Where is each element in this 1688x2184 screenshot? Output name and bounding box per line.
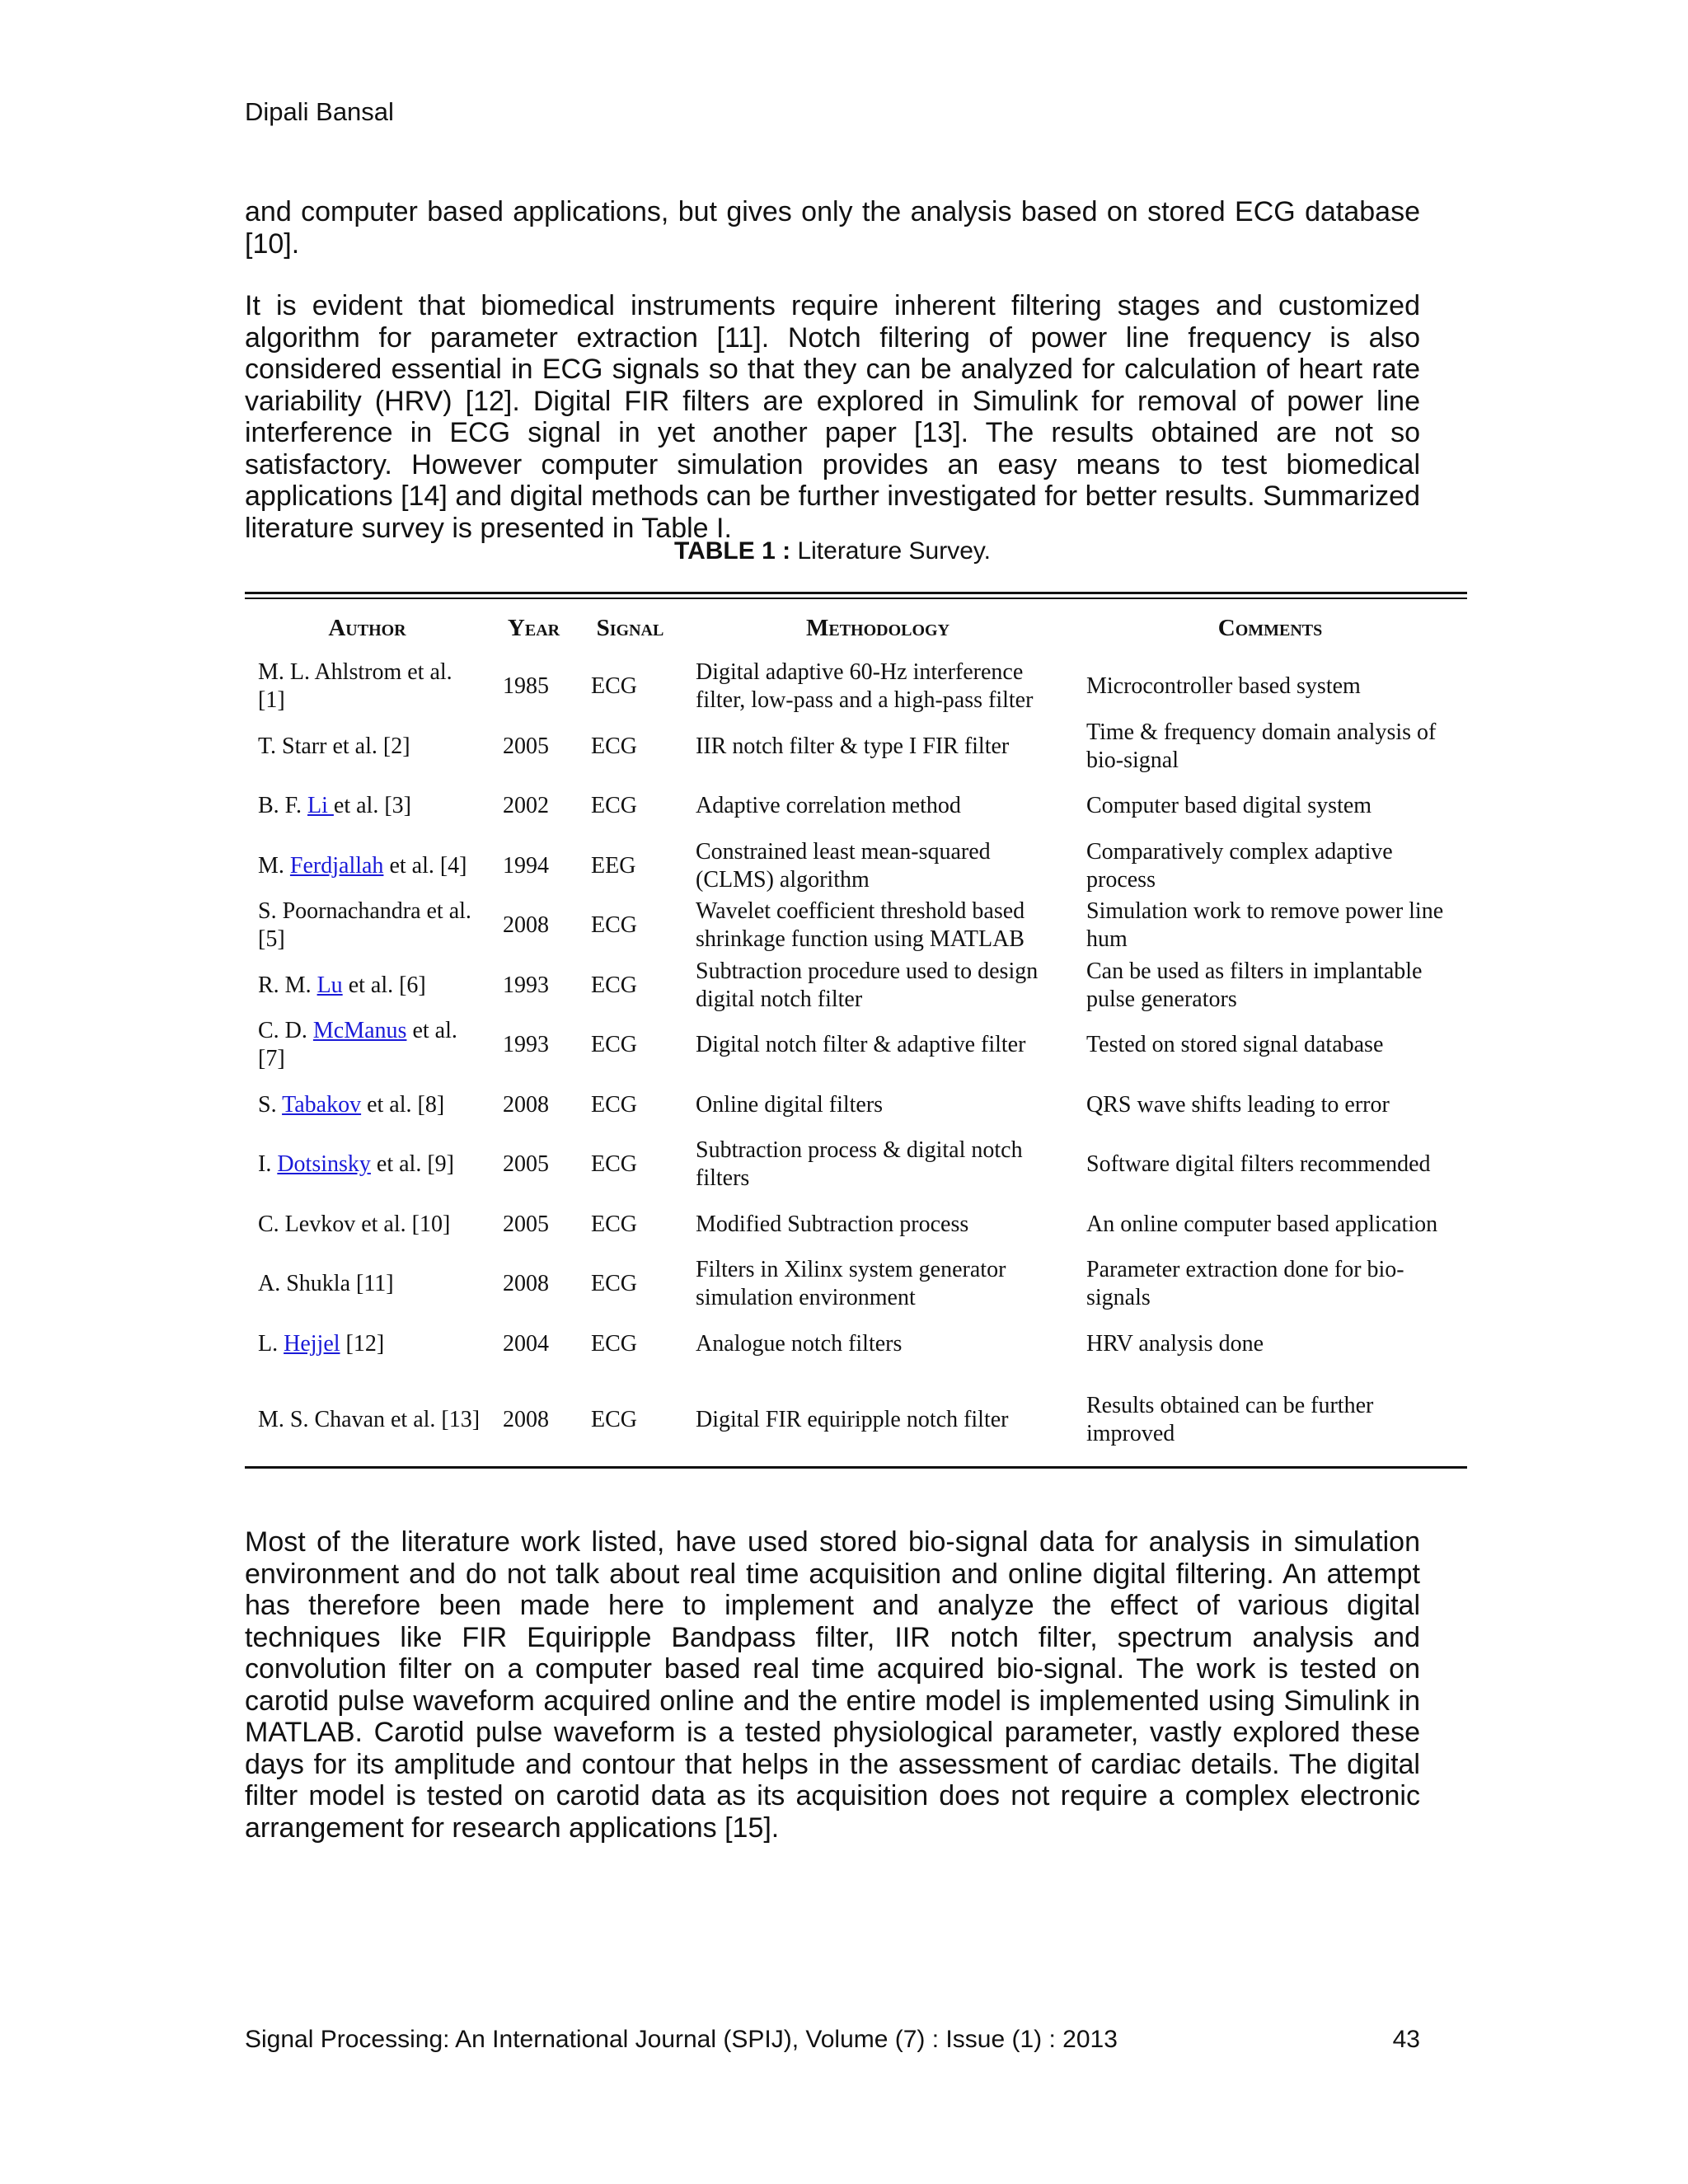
cell-author xyxy=(245,1076,490,1136)
table-bottom-rule xyxy=(245,1466,1467,1469)
cell-methodology: Digital notch filter & adaptive filter xyxy=(696,1032,1026,1058)
author-text-suffix: et al. [6] xyxy=(342,972,426,998)
cell-comments: Time & frequency domain analysis of bio-signal xyxy=(1086,719,1437,773)
author-link[interactable]: Lu xyxy=(316,972,343,998)
table-header xyxy=(245,599,1467,657)
header-author: Author xyxy=(328,614,406,641)
author-text-suffix: et al. [8] xyxy=(361,1091,445,1118)
cell-methodology: Modified Subtraction process xyxy=(696,1211,969,1237)
header-signal: Signal xyxy=(596,614,664,641)
cell-signal: ECG xyxy=(591,793,637,819)
table-body xyxy=(245,657,1467,1466)
cell-author xyxy=(245,1254,490,1315)
table-row xyxy=(245,776,1467,837)
author-link[interactable]: Li xyxy=(307,793,334,819)
cell-comments: Parameter extraction done for bio-signals xyxy=(1086,1257,1404,1311)
cell-methodology: Wavelet coefficient threshold based shrinkage function using MATLAB xyxy=(696,898,1025,953)
cell-signal: ECG xyxy=(591,1091,637,1118)
author-link[interactable]: Hejjel xyxy=(284,1330,340,1357)
cell-signal: ECG xyxy=(591,1271,637,1297)
cell-comments: Results obtained can be further improved xyxy=(1086,1393,1374,1446)
author-text-suffix: et al. [4] xyxy=(383,852,467,879)
author-link[interactable]: Dotsinsky xyxy=(277,1151,371,1178)
author-link[interactable]: Ferdjallah xyxy=(289,852,384,879)
cell-signal: ECG xyxy=(591,1330,637,1357)
cell-methodology: Adaptive correlation method xyxy=(696,793,961,819)
table-row xyxy=(245,1135,1467,1195)
author-text: S. Poornachandra et al. [5] xyxy=(258,898,471,953)
cell-methodology: Digital adaptive 60-Hz interference filter, low-pass and a high-pass filter xyxy=(696,659,1034,714)
author-text: M. L. Ahlstrom et al. [1] xyxy=(258,659,452,714)
cell-year: 1985 xyxy=(503,673,549,700)
cell-year: 2008 xyxy=(503,1091,549,1118)
cell-author xyxy=(245,657,490,717)
paragraph-literature-summary: It is evident that biomedical instruments require inherent filtering stages and customized algorithm for parameter extraction [11]. Notch filtering of power line frequency is also considered essential in ECG signals so that they can be analyzed for calculation of heart rate variability (HRV) [12]. Digital FIR filters are explored in Simulink for removal of power line interference in ECG signal in yet another paper [13]. The results obtained are not so satisfactory. However computer simulation provides an easy means to test biomedical applications [14] and digital methods can be further investigated for better results. Summarized literature survey is presented in Table I. xyxy=(245,290,1420,544)
cell-author xyxy=(245,717,490,777)
cell-year: 2005 xyxy=(503,733,549,759)
cell-comments: Can be used as filters in implantable pulse generators xyxy=(1086,958,1423,1012)
cell-year: 2008 xyxy=(503,1407,549,1432)
cell-comments: An online computer based application xyxy=(1086,1211,1438,1237)
table-caption-label: TABLE 1 : xyxy=(674,537,791,565)
cell-methodology: Analogue notch filters xyxy=(696,1330,903,1357)
table-row xyxy=(245,1315,1467,1375)
cell-comments: QRS wave shifts leading to error xyxy=(1086,1091,1390,1118)
author-text: A. Shukla [11] xyxy=(258,1271,394,1297)
author-text-suffix: et al. [7] xyxy=(258,1018,457,1072)
cell-year: 2005 xyxy=(503,1211,549,1237)
cell-methodology: Subtraction process & digital notch filters xyxy=(696,1137,1023,1192)
author-text: S. xyxy=(258,1091,283,1118)
cell-year: 2002 xyxy=(503,793,549,819)
cell-year: 2008 xyxy=(503,1271,549,1297)
table-row xyxy=(245,1254,1467,1315)
table-top-rule xyxy=(245,592,1467,599)
cell-signal: ECG xyxy=(591,1151,637,1178)
cell-signal: ECG xyxy=(591,1211,637,1237)
header-methodology: Methodology xyxy=(805,614,950,641)
cell-methodology: Constrained least mean-squared (CLMS) algorithm xyxy=(696,838,991,893)
author-text: M. xyxy=(258,852,290,879)
footer-journal: Signal Processing: An International Journal (SPIJ), Volume (7) : Issue (1) : 2013 xyxy=(245,2026,1118,2053)
table-row xyxy=(245,956,1467,1016)
cell-author xyxy=(245,956,490,1016)
cell-year: 1994 xyxy=(503,852,549,879)
author-text: I. xyxy=(258,1151,278,1178)
cell-comments: Microcontroller based system xyxy=(1086,673,1361,700)
table-caption-text: Literature Survey. xyxy=(790,537,991,565)
header-comments: Comments xyxy=(1217,614,1323,641)
paragraph-intro-continued: and computer based applications, but gives only the analysis based on stored ECG database [10]. xyxy=(245,196,1420,260)
cell-methodology: Online digital filters xyxy=(696,1091,884,1118)
author-text: B. F. xyxy=(258,793,308,819)
cell-year: 2005 xyxy=(503,1151,549,1178)
author-text: C. D. xyxy=(258,1018,313,1044)
running-head: Dipali Bansal xyxy=(245,97,394,126)
table-row xyxy=(245,657,1467,717)
cell-author xyxy=(245,1135,490,1195)
cell-signal: EEG xyxy=(591,852,636,879)
table-caption xyxy=(245,537,1420,565)
cell-author xyxy=(245,1374,490,1466)
cell-year: 1993 xyxy=(503,1032,549,1058)
author-text-suffix: [12] xyxy=(340,1330,385,1357)
cell-year: 2004 xyxy=(503,1330,549,1357)
cell-author xyxy=(245,1195,490,1255)
author-text: T. Starr et al. [2] xyxy=(258,733,410,759)
cell-methodology: IIR notch filter & type I FIR filter xyxy=(696,733,1010,759)
table-grid xyxy=(245,599,1467,1466)
cell-comments: Software digital filters recommended xyxy=(1086,1151,1431,1178)
author-text: M. S. Chavan et al. [13] xyxy=(258,1407,481,1432)
cell-comments: Tested on stored signal database xyxy=(1086,1032,1384,1058)
table-row xyxy=(245,837,1467,897)
table-row xyxy=(245,896,1467,956)
cell-author xyxy=(245,1315,490,1375)
cell-comments: HRV analysis done xyxy=(1086,1330,1264,1357)
cell-comments: Simulation work to remove power line hum xyxy=(1086,898,1444,953)
author-text: C. Levkov et al. [10] xyxy=(258,1211,451,1237)
author-link[interactable]: McManus xyxy=(312,1018,407,1044)
table-row xyxy=(245,717,1467,777)
cell-signal: ECG xyxy=(591,972,637,998)
cell-methodology: Digital FIR equiripple notch filter xyxy=(696,1407,1009,1432)
cell-comments: Computer based digital system xyxy=(1086,793,1372,819)
table-row xyxy=(245,1374,1467,1466)
cell-year: 2008 xyxy=(503,912,549,939)
header-year: Year xyxy=(507,614,560,641)
cell-signal: ECG xyxy=(591,733,637,759)
author-text-suffix: et al. [9] xyxy=(370,1151,454,1178)
footer-page-number: 43 xyxy=(1392,2026,1420,2053)
author-link[interactable]: Tabakov xyxy=(282,1091,362,1118)
author-text-suffix: et al. [3] xyxy=(333,793,411,819)
cell-author xyxy=(245,837,490,897)
cell-author xyxy=(245,1015,490,1076)
cell-methodology: Filters in Xilinx system generator simulation environment xyxy=(696,1257,1006,1311)
table-row xyxy=(245,1015,1467,1076)
author-text: R. M. xyxy=(258,972,317,998)
cell-author xyxy=(245,776,490,837)
cell-year: 1993 xyxy=(503,972,549,998)
cell-comments: Comparatively complex adaptive process xyxy=(1086,838,1393,893)
cell-signal: ECG xyxy=(591,1407,637,1432)
author-text: L. xyxy=(258,1330,284,1357)
cell-methodology: Subtraction procedure used to design digital notch filter xyxy=(696,958,1039,1012)
cell-signal: ECG xyxy=(591,1032,637,1058)
cell-signal: ECG xyxy=(591,912,637,939)
literature-survey-table xyxy=(245,592,1467,1469)
paragraph-proposed-work: Most of the literature work listed, have used stored bio-signal data for analysis in simulation environment and do not talk about real time acquisition and online digital filtering. An attempt has therefore been made here to implement and analyze the effect of various digital techniques like FIR Equiripple Bandpass filter, IIR notch filter, spectrum analysis and convolution filter on a computer based real time acquired bio-signal. The work is tested on carotid pulse waveform acquired online and the entire model is implemented using Simulink in MATLAB. Carotid pulse waveform is a tested physiological parameter, vastly explored these days for its amplitude and contour that helps in the assessment of cardiac details. The digital filter model is tested on carotid data as its acquisition does not require a complex electronic arrangement for research applications [15]. xyxy=(245,1526,1420,1844)
cell-signal: ECG xyxy=(591,673,637,700)
table-row xyxy=(245,1195,1467,1255)
table-row xyxy=(245,1076,1467,1136)
cell-author xyxy=(245,896,490,956)
